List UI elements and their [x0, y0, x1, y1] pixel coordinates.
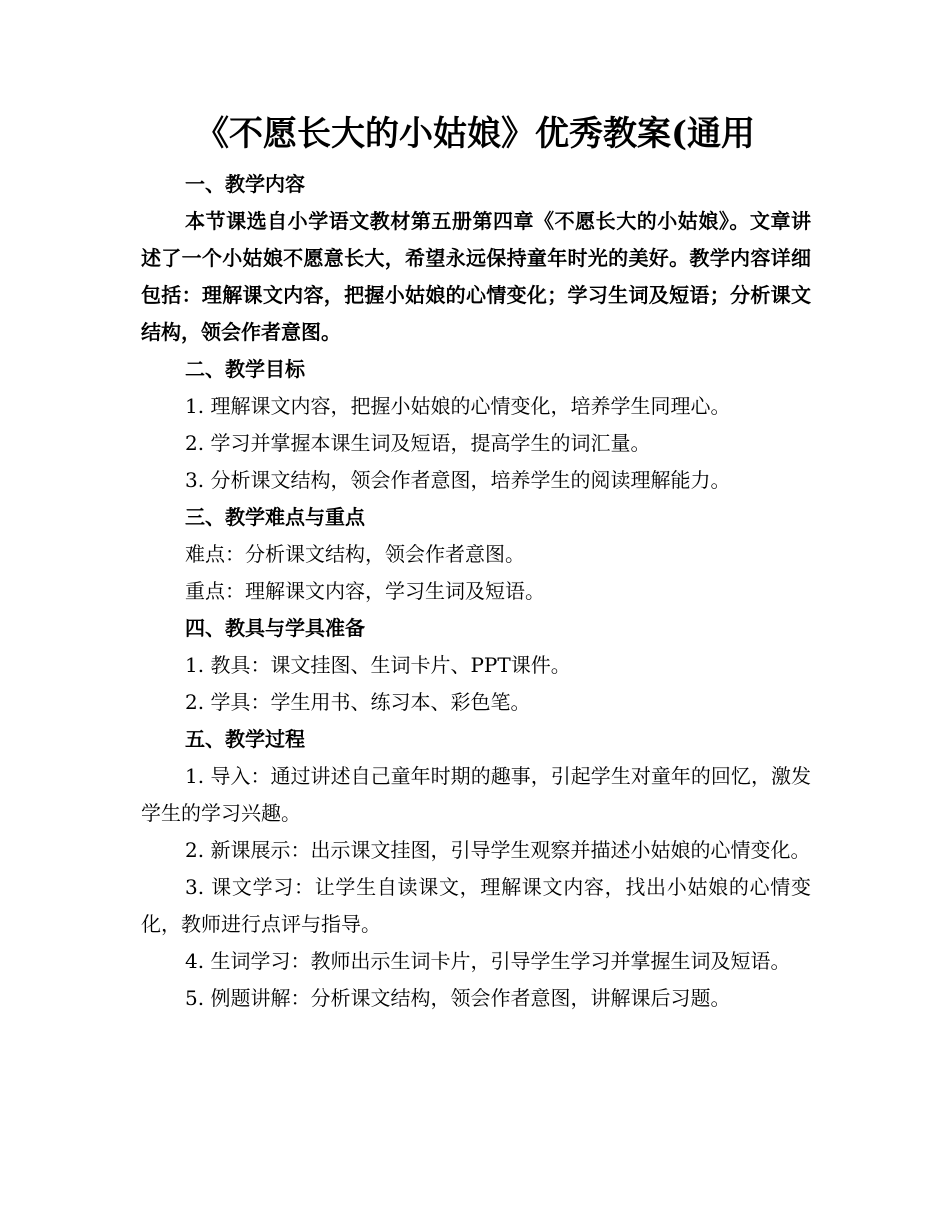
document-body	[141, 166, 811, 1017]
list-item: 2. 学具：学生用书、练习本、彩色笔。	[185, 690, 531, 714]
list-item: 3. 分析课文结构，领会作者意图，培养学生的阅读理解能力。	[185, 468, 731, 492]
list-item: 1. 教具：课文挂图、生词卡片、PPT课件。	[185, 653, 571, 677]
list-item: 1. 理解课文内容，把握小姑娘的心情变化，培养学生同理心。	[185, 394, 731, 418]
list-item: 2. 新课展示：出示课文挂图，引导学生观察并描述小姑娘的心情变化。	[185, 838, 811, 862]
list-item: 难点：分析课文结构，领会作者意图。	[185, 542, 525, 566]
section-heading-3: 三、教学难点与重点	[185, 505, 365, 529]
list-item: 2. 学习并掌握本课生词及短语，提高学生的词汇量。	[185, 431, 651, 455]
document-title: 《不愿长大的小姑娘》优秀教案(通用	[194, 114, 756, 154]
section-heading-1: 一、教学内容	[185, 172, 305, 196]
list-item: 3. 课文学习：让学生自读课文，理解课文内容，找出小姑娘的心情变化，教师进行点评与指导。	[141, 875, 811, 936]
section-heading-4: 四、教具与学具准备	[185, 616, 365, 640]
section-heading-5: 五、教学过程	[185, 727, 305, 751]
list-item: 5. 例题讲解：分析课文结构，领会作者意图，讲解课后习题。	[185, 986, 731, 1010]
list-item: 1. 导入：通过讲述自己童年时期的趣事，引起学生对童年的回忆，激发学生的学习兴趣。	[141, 764, 811, 825]
list-item: 重点：理解课文内容，学习生词及短语。	[185, 579, 545, 603]
section-heading-2: 二、教学目标	[185, 357, 305, 381]
section-body-1: 本节课选自小学语文教材第五册第四章《不愿长大的小姑娘》。文章讲述了一个小姑娘不愿意长大，希望永远保持童年时光的美好。教学内容详细包括：理解课文内容，把握小姑娘的心情变化；学习生词及短语；分析课文结构，领会作者意图。	[141, 209, 811, 344]
list-item: 4. 生词学习：教师出示生词卡片，引导学生学习并掌握生词及短语。	[185, 949, 791, 973]
